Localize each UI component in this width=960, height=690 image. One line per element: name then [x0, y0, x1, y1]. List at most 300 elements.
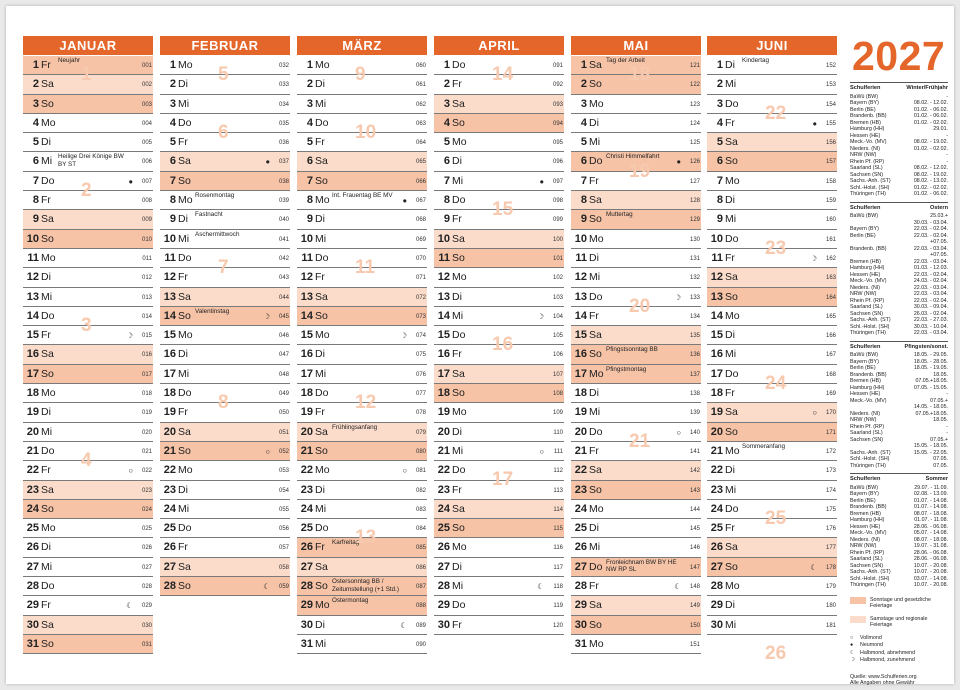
day-row	[23, 133, 153, 152]
day-number: 7	[169, 174, 176, 187]
weekday: Mi	[589, 271, 601, 284]
day-number: 29	[710, 599, 723, 612]
day-number: 3	[716, 97, 723, 110]
day-number: 12	[710, 271, 723, 284]
day-row	[571, 577, 701, 596]
day-of-year: 138	[689, 391, 700, 398]
weekday: So	[725, 425, 738, 438]
day-number: 7	[580, 174, 587, 187]
school-holiday-row: Saarland (SL) 28.06. - 06.08.	[850, 556, 948, 562]
day-number: 22	[437, 464, 450, 477]
weekday: Sa	[41, 483, 54, 496]
day-number: 29	[26, 599, 39, 612]
weekday: Sa	[41, 213, 54, 226]
day-number: 24	[26, 502, 39, 515]
weekday: Di	[315, 618, 325, 631]
day-number: 25	[163, 522, 176, 535]
day-number: 2	[580, 78, 587, 91]
weekday: Di	[178, 348, 188, 361]
day-number: 1	[169, 59, 176, 71]
school-holiday-row: 15.05. - 18.05.	[913, 443, 948, 449]
day-row	[571, 558, 701, 577]
weekday: Mo	[315, 599, 330, 612]
day-number: 23	[300, 483, 313, 496]
day-number: 27	[437, 560, 450, 573]
day-of-year: 140	[689, 429, 700, 436]
day-of-year: 041	[278, 236, 289, 243]
weekday: Fr	[315, 541, 325, 554]
day-number: 19	[437, 406, 450, 419]
day-of-year: 106	[552, 352, 563, 359]
day-row	[571, 538, 701, 557]
day-of-year: 114	[553, 506, 563, 513]
moon-phase-icon: ☾	[537, 582, 544, 592]
day-row	[571, 210, 701, 229]
day-of-year: 025	[141, 526, 152, 533]
day-row	[23, 114, 153, 133]
day-of-year: 023	[141, 487, 152, 494]
day-row	[160, 210, 290, 229]
school-holiday-block	[850, 202, 948, 337]
day-number: 1	[306, 59, 313, 71]
day-number: 2	[169, 78, 176, 91]
day-number: 20	[574, 425, 587, 438]
weekday: Mi	[178, 502, 190, 515]
day-of-year: 037	[278, 159, 289, 166]
school-holiday-row: +07.05.	[930, 239, 948, 245]
school-holiday-row: Schl.-Holst. (SH) 07.05.	[850, 456, 948, 462]
day-of-year: 132	[689, 275, 700, 282]
school-holiday-row: Berlin (BE) 22.03. - 02.04.	[850, 232, 948, 239]
day-row	[23, 519, 153, 538]
weekday: Di	[315, 483, 325, 496]
moon-phase-icon: ☾	[674, 582, 681, 592]
day-number: 8	[443, 194, 450, 207]
school-holiday-row: Nieders. (NI) 01.02. - 02.02.	[850, 145, 948, 152]
day-row	[23, 577, 153, 596]
school-holiday-row: Hessen (HE) 28.06. - 06.08.	[850, 523, 948, 530]
weekday: Fr	[452, 618, 462, 631]
day-row	[707, 403, 837, 422]
day-number: 8	[169, 194, 176, 207]
month-column	[707, 36, 837, 664]
day-row	[160, 365, 290, 384]
day-number: 22	[300, 464, 313, 477]
day-row	[707, 538, 837, 557]
day-of-year: 150	[689, 622, 700, 629]
day-list	[23, 56, 153, 654]
day-of-year: 101	[552, 255, 563, 262]
day-of-year: 152	[825, 63, 836, 69]
day-number: 1	[32, 59, 39, 71]
day-row	[23, 500, 153, 519]
day-number: 17	[163, 367, 176, 380]
day-of-year: 145	[689, 526, 700, 533]
day-row	[23, 481, 153, 500]
day-row	[23, 616, 153, 635]
month-column	[571, 36, 701, 654]
weekday: Do	[725, 502, 739, 515]
saturday-swatch	[850, 616, 866, 623]
day-of-year: 111	[553, 448, 563, 455]
day-of-year: 166	[825, 333, 836, 340]
school-holiday-row: NRW (NW) 19.07. - 31.08.	[850, 543, 948, 549]
weekday: Fr	[41, 599, 51, 612]
day-of-year: 022	[141, 468, 152, 475]
weekday: Fr	[41, 329, 51, 342]
weekday: So	[725, 290, 738, 303]
holiday-note: Pfingstsonntag BB	[606, 346, 658, 354]
day-number: 15	[710, 329, 723, 342]
moon-phase-icon: ☾	[400, 620, 407, 630]
weekday: Mo	[178, 194, 193, 207]
month-header: MAI	[571, 36, 701, 55]
school-holidays	[850, 82, 948, 589]
school-holiday-row: Rhein Pf. (RP) -	[850, 423, 948, 430]
day-number: 11	[164, 251, 176, 264]
day-row	[160, 500, 290, 519]
school-holiday-row: Berlin (BE) 01.07. - 14.08.	[850, 497, 948, 504]
day-of-year: 094	[552, 120, 563, 127]
school-holiday-block	[850, 473, 948, 589]
school-holiday-row: NRW (NW) 18.05.	[850, 417, 948, 423]
weekday: Di	[452, 425, 462, 438]
weekday: So	[178, 309, 191, 322]
day-row	[23, 152, 153, 171]
day-list	[707, 56, 837, 664]
weekday: Mi	[589, 541, 601, 554]
waning-moon-icon: ☾	[850, 649, 855, 656]
legend	[850, 597, 948, 664]
moon-phase-icon: ●	[265, 157, 270, 167]
school-holiday-row: Bayern (BY) 02.08. - 13.09.	[850, 491, 948, 497]
day-of-year: 099	[552, 217, 563, 224]
day-row	[23, 365, 153, 384]
day-number: 18	[163, 387, 176, 400]
day-number: 15	[437, 329, 450, 342]
day-row	[571, 635, 701, 654]
week-number: 24	[765, 372, 787, 394]
holiday-note: Fastnacht	[195, 211, 223, 219]
day-of-year: 042	[278, 255, 289, 262]
day-of-year: 136	[689, 352, 700, 359]
weekday: Fr	[725, 522, 735, 535]
moon-phase-icon: ●	[402, 196, 407, 206]
day-number: 9	[580, 213, 587, 226]
weekday: So	[589, 348, 602, 361]
legend-new-moon: ● Neumond	[850, 642, 883, 648]
weekday: Mo	[589, 367, 604, 380]
weekday: Mi	[178, 232, 190, 245]
moon-phase-icon: ●	[128, 176, 133, 186]
weekday: Sa	[41, 348, 54, 361]
day-of-year: 075	[415, 352, 426, 359]
day-row	[297, 481, 427, 500]
day-number: 2	[443, 78, 450, 91]
school-holiday-row: Schl.-Holst. (SH) 30.03. - 10.04.	[850, 323, 948, 330]
weekday: So	[589, 618, 602, 631]
week-number: 17	[492, 469, 514, 491]
holiday-note: Aschermittwoch	[195, 230, 240, 238]
day-row	[23, 210, 153, 229]
weekday: Sa	[725, 406, 738, 419]
weekday: So	[452, 251, 465, 264]
school-holiday-row: BaWü (BW) 29.07. - 11.09.	[850, 484, 948, 491]
weekday: Mi	[725, 213, 737, 226]
weekday: Di	[41, 271, 51, 284]
day-of-year: 035	[278, 120, 289, 127]
school-holiday-row: Hessen (HE) -	[850, 132, 948, 139]
school-holiday-row: Rhein Pf. (RP) 28.06. - 06.08.	[850, 549, 948, 556]
day-number: 14	[437, 309, 450, 322]
day-row	[571, 191, 701, 210]
day-of-year: 146	[689, 545, 700, 552]
day-number: 9	[443, 213, 450, 226]
day-number: 13	[26, 290, 39, 303]
school-holiday-row: Sachs.-Anh. (ST) 08.02. - 13.02.	[850, 178, 948, 184]
day-number: 16	[710, 348, 723, 361]
day-number: 27	[710, 560, 723, 573]
day-of-year: 068	[415, 217, 426, 224]
weekday: Di	[725, 329, 735, 342]
weekday: Fr	[178, 541, 188, 554]
day-number: 23	[437, 483, 450, 496]
day-number: 17	[26, 367, 39, 380]
day-of-year: 006	[141, 159, 152, 166]
day-of-year: 067	[415, 198, 426, 205]
day-row	[160, 519, 290, 538]
day-row	[297, 558, 427, 577]
day-row	[571, 596, 701, 615]
day-row	[707, 152, 837, 171]
weekday: Mo	[41, 251, 56, 264]
day-of-year: 078	[415, 410, 426, 417]
school-holiday-row: Thüringen (TH) 01.02. - 06.02.	[850, 191, 948, 197]
day-row	[23, 249, 153, 268]
school-holiday-row: Nieders. (NI) 22.03. - 03.04.	[850, 284, 948, 291]
weekday: Di	[725, 464, 735, 477]
day-of-year: 155	[825, 120, 836, 127]
moon-phase-icon: ☽	[810, 253, 817, 263]
moon-phase-icon: ○	[676, 427, 681, 437]
month-column	[434, 36, 564, 635]
day-of-year: 157	[825, 159, 836, 166]
day-of-year: 021	[141, 448, 152, 455]
school-holiday-row: Hessen (HE) 22.03. - 02.04.	[850, 271, 948, 278]
day-row	[160, 481, 290, 500]
moon-phase-icon: ☾	[263, 582, 270, 592]
day-row	[23, 345, 153, 364]
day-number: 9	[716, 213, 723, 226]
day-number: 26	[163, 541, 176, 554]
weekday: Fr	[452, 78, 462, 91]
school-holiday-row: Bayern (BY) 08.02. - 12.02.	[850, 100, 948, 106]
weekday: Mi	[589, 406, 601, 419]
side-panel	[850, 33, 948, 687]
day-number: 4	[32, 116, 39, 129]
day-row	[707, 288, 837, 307]
school-holiday-row: Berlin (BE) 01.02. - 06.02.	[850, 106, 948, 113]
day-number: 1	[443, 59, 450, 71]
school-holiday-row: Bayern (BY) 22.03. - 02.04.	[850, 226, 948, 232]
weekday: Mi	[41, 155, 53, 168]
day-of-year: 053	[278, 468, 289, 475]
day-of-year: 176	[825, 526, 836, 533]
day-of-year: 071	[415, 275, 426, 282]
school-holiday-row: Meck.-Vo. (MV) 07.05.+	[850, 397, 948, 404]
weekday: Di	[41, 406, 51, 419]
day-of-year: 100	[552, 236, 563, 243]
day-number: 17	[710, 367, 723, 380]
day-of-year: 076	[415, 371, 426, 378]
week-number: 22	[765, 102, 787, 124]
day-row	[434, 616, 564, 635]
day-of-year: 011	[142, 255, 152, 262]
school-holiday-row: Hamburg (HH) 01.03. - 12.03.	[850, 265, 948, 271]
day-of-year: 134	[689, 313, 700, 320]
weekday: Sa	[315, 155, 328, 168]
weekday: So	[178, 444, 191, 457]
weekday: Mi	[315, 367, 327, 380]
day-number: 6	[169, 155, 176, 168]
weekday: Di	[589, 522, 599, 535]
weekday: Fr	[178, 136, 188, 149]
full-moon-icon: ○	[850, 634, 854, 641]
day-of-year: 165	[825, 313, 836, 320]
day-number: 20	[437, 425, 450, 438]
day-of-year: 142	[689, 468, 700, 475]
day-row	[434, 114, 564, 133]
day-number: 7	[32, 174, 39, 187]
day-number: 30	[710, 618, 723, 631]
month-header: APRIL	[434, 36, 564, 55]
weekday: Mi	[41, 290, 53, 303]
day-number: 16	[163, 348, 176, 361]
day-row	[571, 461, 701, 480]
week-number: 18	[629, 64, 651, 85]
weekday: So	[41, 637, 54, 650]
day-row	[160, 95, 290, 114]
day-row	[160, 152, 290, 171]
day-of-year: 163	[825, 275, 836, 282]
day-of-year: 098	[552, 198, 563, 205]
day-number: 20	[300, 425, 313, 438]
day-of-year: 125	[689, 140, 700, 147]
day-number: 6	[306, 155, 313, 168]
day-number: 13	[437, 290, 450, 303]
day-number: 29	[437, 599, 450, 612]
day-number: 12	[26, 271, 39, 284]
day-number: 25	[26, 522, 39, 535]
month-header: MÄRZ	[297, 36, 427, 55]
day-number: 5	[716, 136, 723, 149]
week-number: 1	[81, 64, 92, 85]
day-number: 5	[306, 136, 313, 149]
day-number: 6	[32, 155, 39, 168]
day-number: 12	[437, 271, 450, 284]
school-holiday-row: Sachs.-Anh. (ST) 10.07. - 20.08.	[850, 569, 948, 575]
weekday: Do	[41, 444, 55, 457]
day-of-year: 070	[415, 255, 426, 262]
day-of-year: 054	[278, 487, 289, 494]
weekday: Do	[589, 155, 603, 168]
day-number: 26	[26, 541, 39, 554]
weekday: Sa	[315, 560, 328, 573]
weekday: Fr	[315, 406, 325, 419]
day-of-year: 164	[825, 294, 836, 301]
weekday: Fr	[41, 464, 51, 477]
day-of-year: 153	[825, 82, 836, 89]
day-of-year: 118	[553, 584, 563, 591]
weekday: So	[315, 174, 328, 187]
day-number: 31	[26, 637, 39, 650]
day-row	[571, 268, 701, 287]
day-of-year: 175	[825, 506, 836, 513]
day-number: 2	[32, 78, 39, 91]
day-number: 20	[710, 425, 723, 438]
week-number: 21	[629, 430, 651, 452]
weekday: Mi	[589, 136, 601, 149]
day-number: 13	[163, 290, 176, 303]
legend-waning: ☾ Halbmond, abnehmend	[850, 649, 916, 656]
day-of-year: 028	[141, 584, 152, 591]
week-number: 5	[218, 64, 229, 85]
day-row	[707, 481, 837, 500]
weekday: Fr	[725, 116, 735, 129]
holiday-note: Muttertag	[606, 211, 633, 219]
holiday-note: Int. Frauentag BE MV	[332, 192, 393, 200]
day-row	[571, 345, 701, 364]
day-row	[160, 461, 290, 480]
day-of-year: 108	[552, 391, 563, 398]
day-of-year: 160	[825, 217, 836, 224]
weekday: Mo	[315, 464, 330, 477]
weekday: Mo	[725, 580, 740, 593]
day-row	[434, 442, 564, 461]
day-number: 10	[26, 232, 39, 245]
month-column	[23, 36, 153, 654]
weekday: So	[589, 483, 602, 496]
holiday-note: Rosenmontag	[195, 192, 235, 200]
weekday: Mi	[315, 637, 327, 650]
day-number: 16	[574, 348, 587, 361]
weekday: Do	[178, 522, 192, 535]
day-number: 13	[710, 290, 723, 303]
week-number: 12	[355, 392, 377, 414]
day-row	[707, 191, 837, 210]
day-of-year: 049	[278, 391, 289, 398]
holiday-note: Pfingstmontag	[606, 365, 647, 373]
day-number: 30	[437, 618, 450, 631]
school-holiday-row: Schl.-Holst. (SH) 01.02. - 02.02.	[850, 184, 948, 191]
day-row	[297, 307, 427, 326]
day-number: 22	[26, 464, 39, 477]
school-holiday-header: Schulferien Winter/Frühjahr	[850, 85, 948, 91]
weekday: Mi	[725, 348, 737, 361]
day-row	[160, 230, 290, 249]
day-number: 30	[574, 618, 587, 631]
weekday: Di	[41, 136, 51, 149]
school-holiday-row: Nieders. (NI) 07.05.+18.05.	[850, 410, 948, 417]
day-row	[707, 172, 837, 191]
day-number: 5	[32, 136, 39, 149]
day-of-year: 123	[689, 101, 700, 108]
day-number: 4	[169, 116, 176, 129]
weekday: Do	[452, 59, 466, 71]
holiday-note: Christi Himmelfahrt	[606, 153, 660, 161]
weekday: Sa	[725, 541, 738, 554]
day-number: 2	[306, 78, 313, 91]
